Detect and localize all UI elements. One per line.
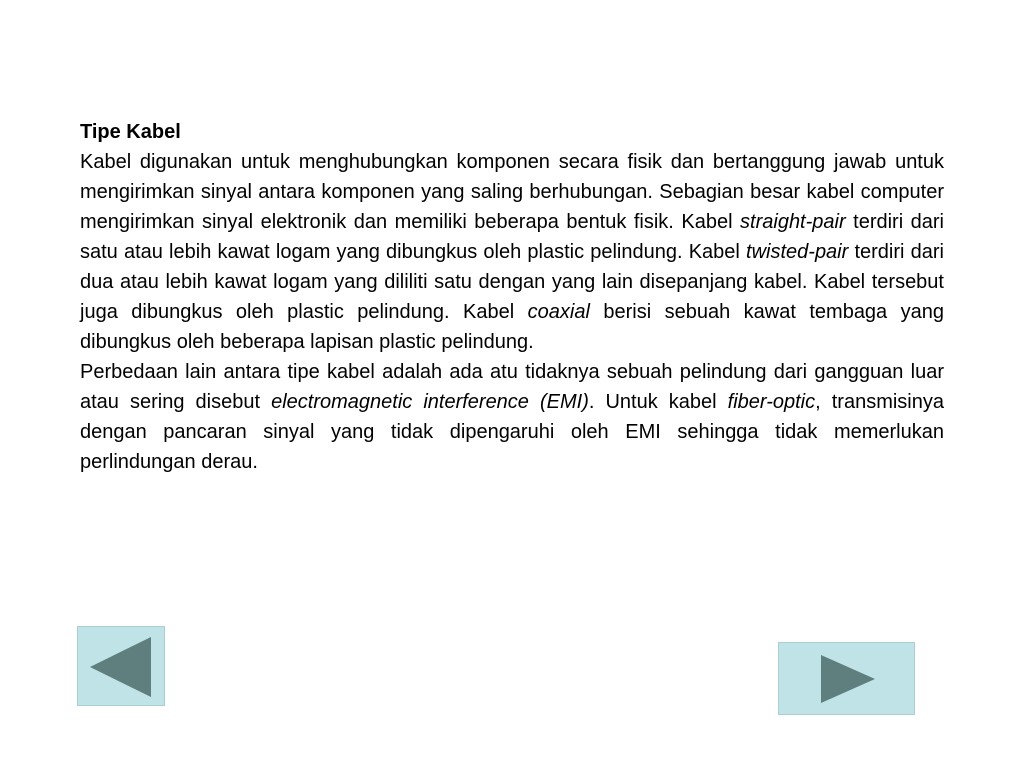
paragraph-1-text-3: terdiri dari dua atau lebih kawat logam yang dililiti satu dengan yang lain disepanjang kabel. Kabel tersebut juga dibungkus oleh plastic pelindung. Kabel	[80, 241, 944, 323]
paragraph-1	[80, 147, 944, 357]
term-coaxial: coaxial	[527, 301, 590, 323]
arrow-right-icon	[779, 643, 916, 716]
previous-slide-button[interactable]	[77, 626, 165, 706]
paragraph-1-text-2: terdiri dari satu atau lebih kawat logam yang dibungkus oleh plastic pelindung. Kabel	[80, 211, 944, 263]
term-fiber-optic: fiber-optic	[727, 391, 816, 413]
paragraph-1-text-1: Kabel digunakan untuk menghubungkan komponen secara fisik dan bertanggung jawab untuk mengirimkan sinyal antara komponen yang saling berhubungan. Sebagian besar kabel computer mengirimkan sinyal elektronik dan memiliki beberapa bentuk fisik. Kabel	[80, 151, 944, 233]
paragraph-2-text-1: Perbedaan lain antara tipe kabel adalah ada atu tidaknya sebuah pelindung dari gangguan luar atau sering disebut	[80, 361, 944, 413]
arrow-left-icon	[78, 627, 166, 707]
paragraph-1-text-4: berisi sebuah kawat tembaga yang dibungkus oleh beberapa lapisan plastic pelindung.	[80, 301, 944, 353]
paragraph-2	[80, 357, 944, 477]
paragraph-2-text-3: , transmisinya dengan pancaran sinyal yang tidak dipengaruhi oleh EMI sehingga tidak memerlukan perlindungan derau.	[80, 391, 944, 473]
term-twisted-pair: twisted-pair	[746, 241, 849, 263]
slide-content	[80, 117, 944, 477]
next-slide-button[interactable]	[778, 642, 915, 715]
slide-title: Tipe Kabel	[80, 121, 181, 143]
term-emi: electromagnetic interference (EMI)	[271, 391, 589, 413]
term-straight-pair: straight-pair	[740, 211, 846, 233]
paragraph-2-text-2: . Untuk kabel	[588, 391, 728, 413]
